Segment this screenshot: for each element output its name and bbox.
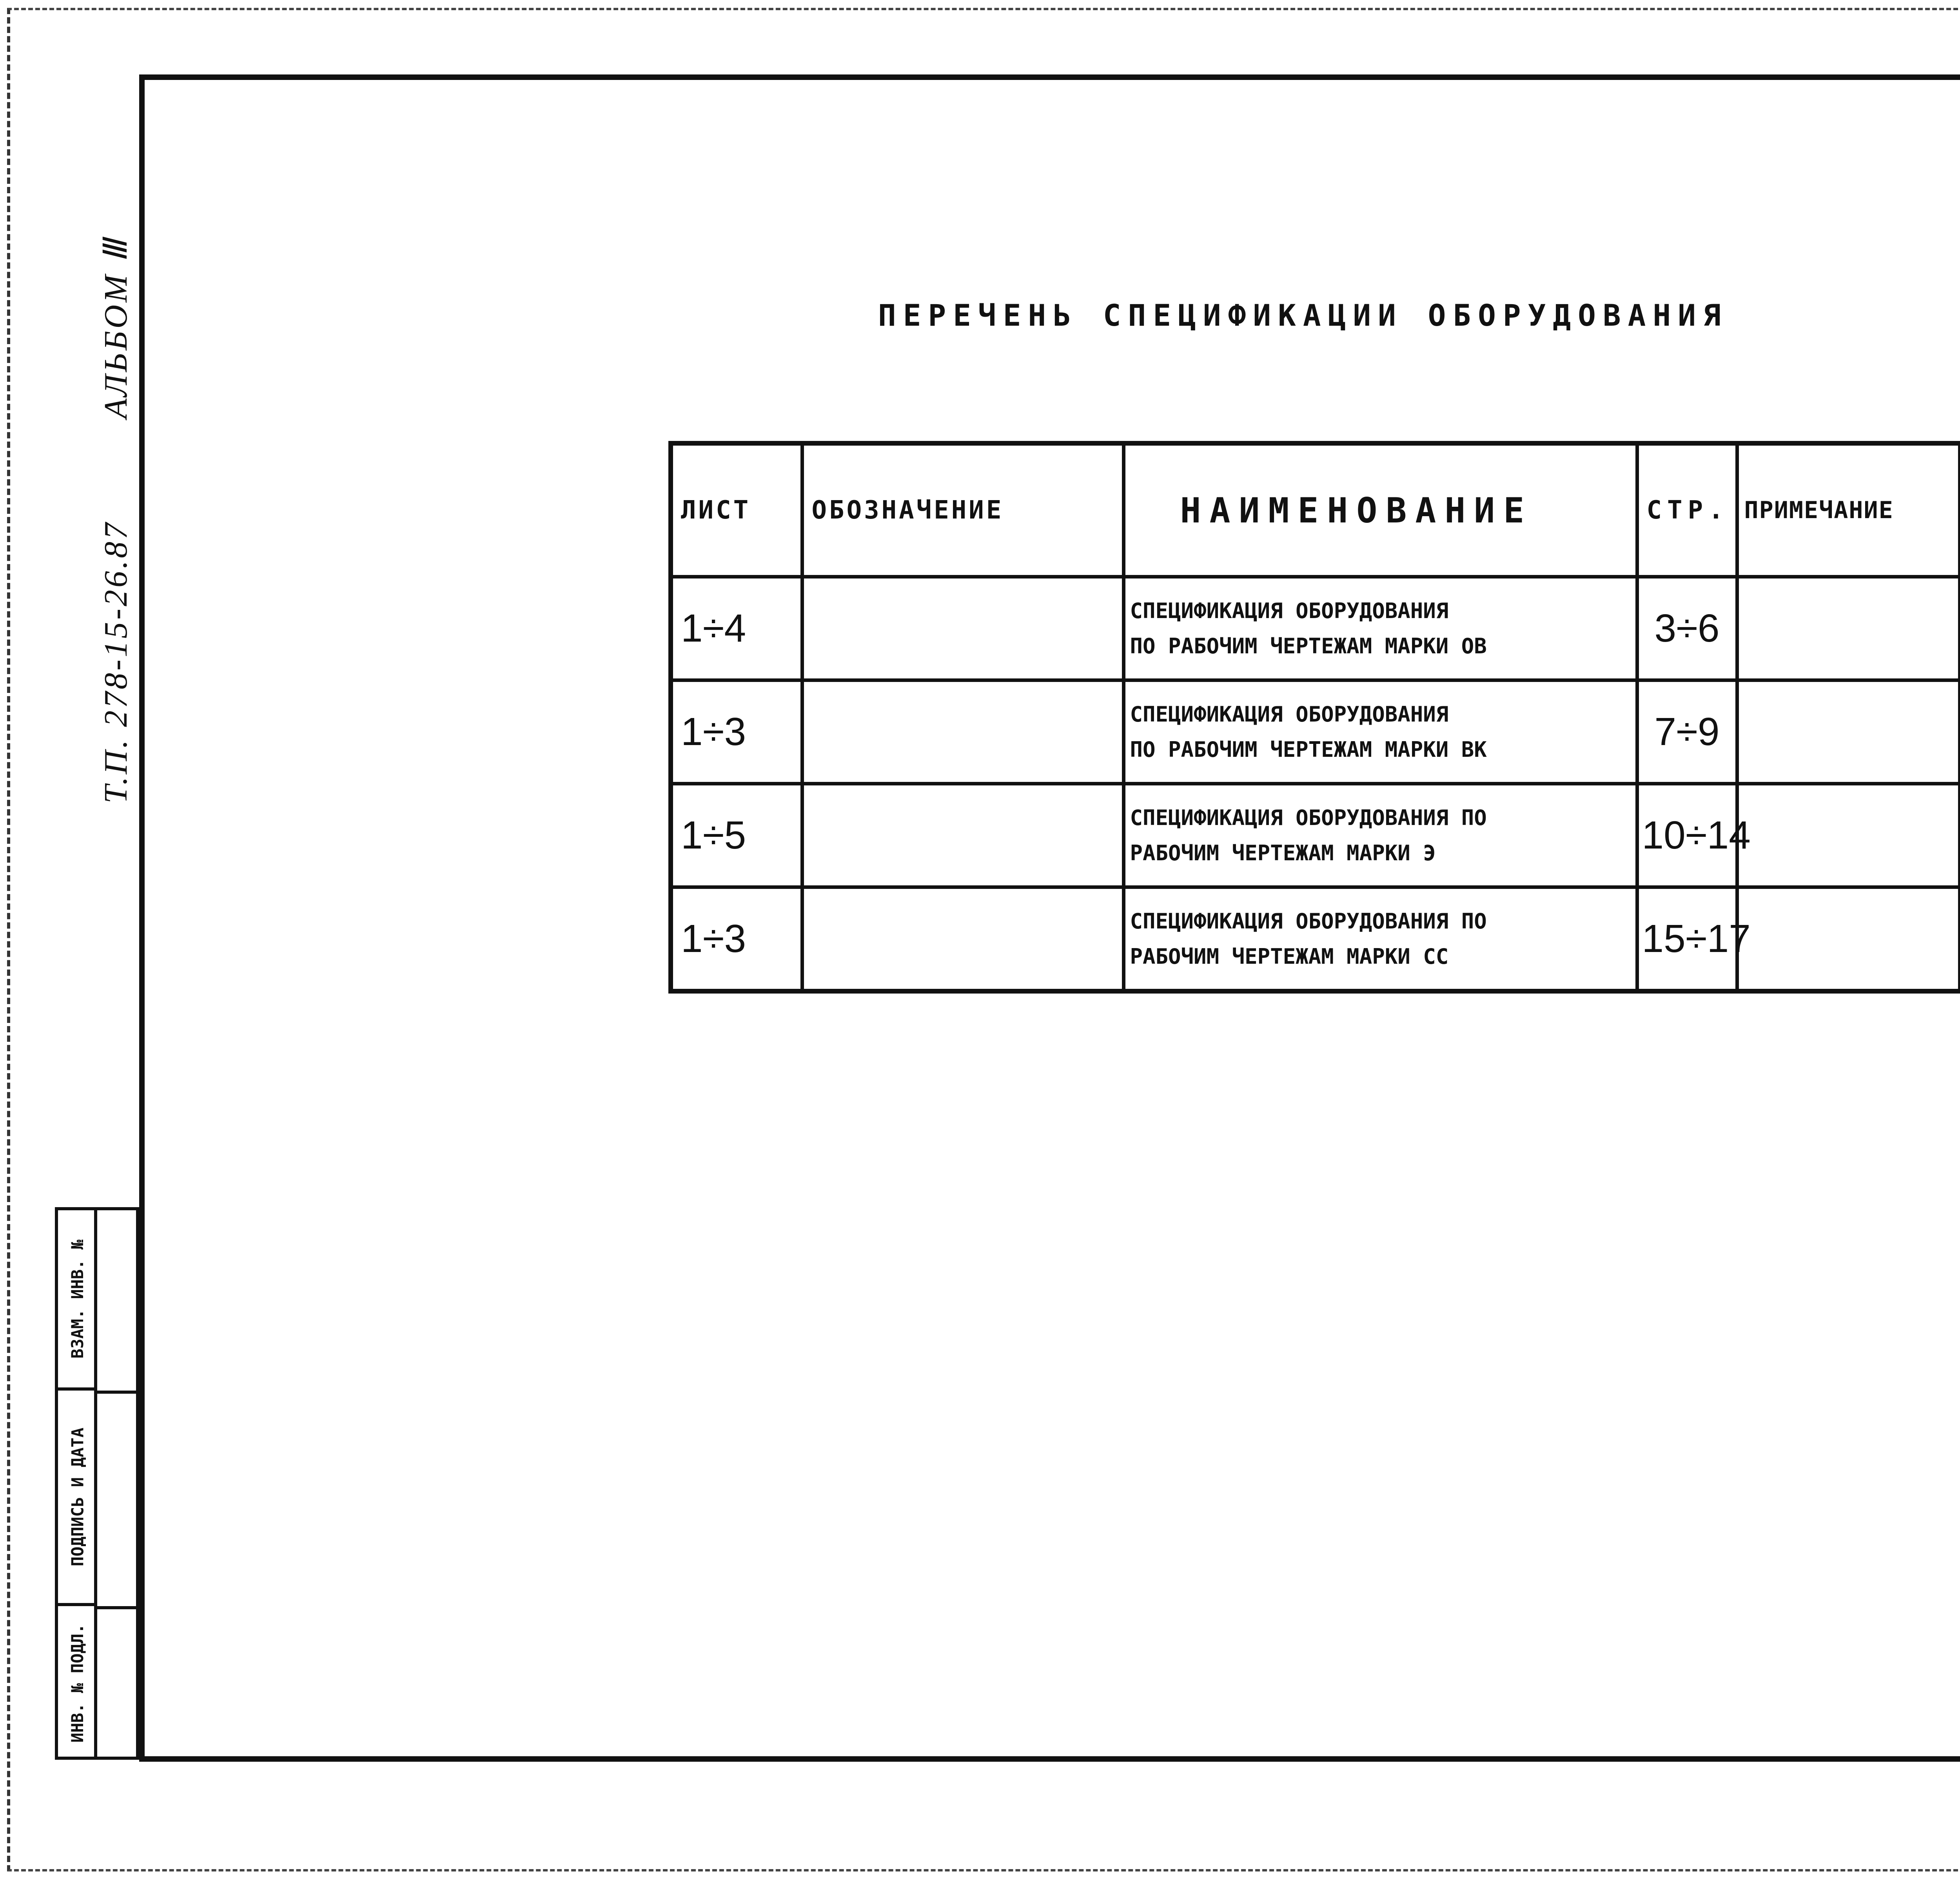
approval-stamp-block: [55, 1207, 139, 1760]
cell-page: 7÷9: [1637, 680, 1737, 784]
cell-note: [1737, 680, 1960, 784]
header-sheet: ЛИСТ: [671, 443, 802, 577]
cell-name-line: СПЕЦИФИКАЦИЯ ОБОРУДОВАНИЯ ПО: [1130, 908, 1487, 934]
approval-cell-inv-replaced: [58, 1210, 97, 1391]
cell-page: 10÷14: [1637, 784, 1737, 887]
approval-divider: [97, 1391, 136, 1394]
cell-name-line: РАБОЧИМ ЧЕРТЕЖАМ МАРКИ Э: [1130, 840, 1436, 865]
header-note: ПРИМЕЧАНИЕ: [1737, 443, 1960, 577]
header-page: СТР.: [1637, 443, 1737, 577]
table-row: [671, 577, 1960, 680]
approval-cell-signature: [58, 1391, 97, 1606]
cell-sheet: 1÷3: [671, 680, 802, 784]
approval-label-inv-replaced: ВЗАМ. ИНВ. №: [68, 1239, 87, 1358]
cell-name-line: ПО РАБОЧИМ ЧЕРТЕЖАМ МАРКИ ОВ: [1130, 633, 1487, 658]
cell-name: [1123, 784, 1637, 887]
approval-label-inv-original: ИНВ. № ПОДЛ.: [68, 1623, 87, 1743]
table-row: [671, 680, 1960, 784]
cell-name-line: СПЕЦИФИКАЦИЯ ОБОРУДОВАНИЯ ПО: [1130, 805, 1487, 830]
cell-name: [1123, 577, 1637, 680]
cell-name-line: ПО РАБОЧИМ ЧЕРТЕЖАМ МАРКИ ВК: [1130, 737, 1487, 762]
cell-designation: [802, 887, 1123, 992]
cell-name: [1123, 887, 1637, 992]
header-name: НАИМЕНОВАНИЕ: [1123, 443, 1637, 577]
cell-note: [1737, 784, 1960, 887]
cell-page: 15÷17: [1637, 887, 1737, 992]
document-title: ПЕРЕЧЕНЬ СПЕЦИФИКАЦИИ ОБОРУДОВАНИЯ: [878, 298, 1728, 333]
cell-designation: [802, 680, 1123, 784]
header-designation: ОБОЗНАЧЕНИЕ: [802, 443, 1123, 577]
cell-note: [1737, 887, 1960, 992]
cell-sheet: 1÷5: [671, 784, 802, 887]
cell-sheet: 1÷4: [671, 577, 802, 680]
project-code: Т.П. 278-15-26.87: [98, 520, 134, 803]
cell-page: 3÷6: [1637, 577, 1737, 680]
cell-name-line: РАБОЧИМ ЧЕРТЕЖАМ МАРКИ СС: [1130, 944, 1449, 969]
cell-name-line: СПЕЦИФИКАЦИЯ ОБОРУДОВАНИЯ: [1130, 598, 1449, 623]
approval-divider: [97, 1606, 136, 1609]
approval-cell-inv-original: [58, 1606, 97, 1760]
album-label: АЛЬБОМ Ⅲ: [98, 237, 134, 419]
table-row: [671, 784, 1960, 887]
approval-label-signature-date: ПОДПИСЬ И ДАТА: [68, 1427, 87, 1567]
cell-designation: [802, 784, 1123, 887]
side-label: [96, 237, 135, 803]
cell-name: [1123, 680, 1637, 784]
cell-designation: [802, 577, 1123, 680]
cell-name-line: СПЕЦИФИКАЦИЯ ОБОРУДОВАНИЯ: [1130, 702, 1449, 727]
table-header-row: [671, 443, 1960, 577]
cell-sheet: 1÷3: [671, 887, 802, 992]
specification-list-table: [668, 441, 1960, 994]
table-row: [671, 887, 1960, 992]
cell-note: [1737, 577, 1960, 680]
